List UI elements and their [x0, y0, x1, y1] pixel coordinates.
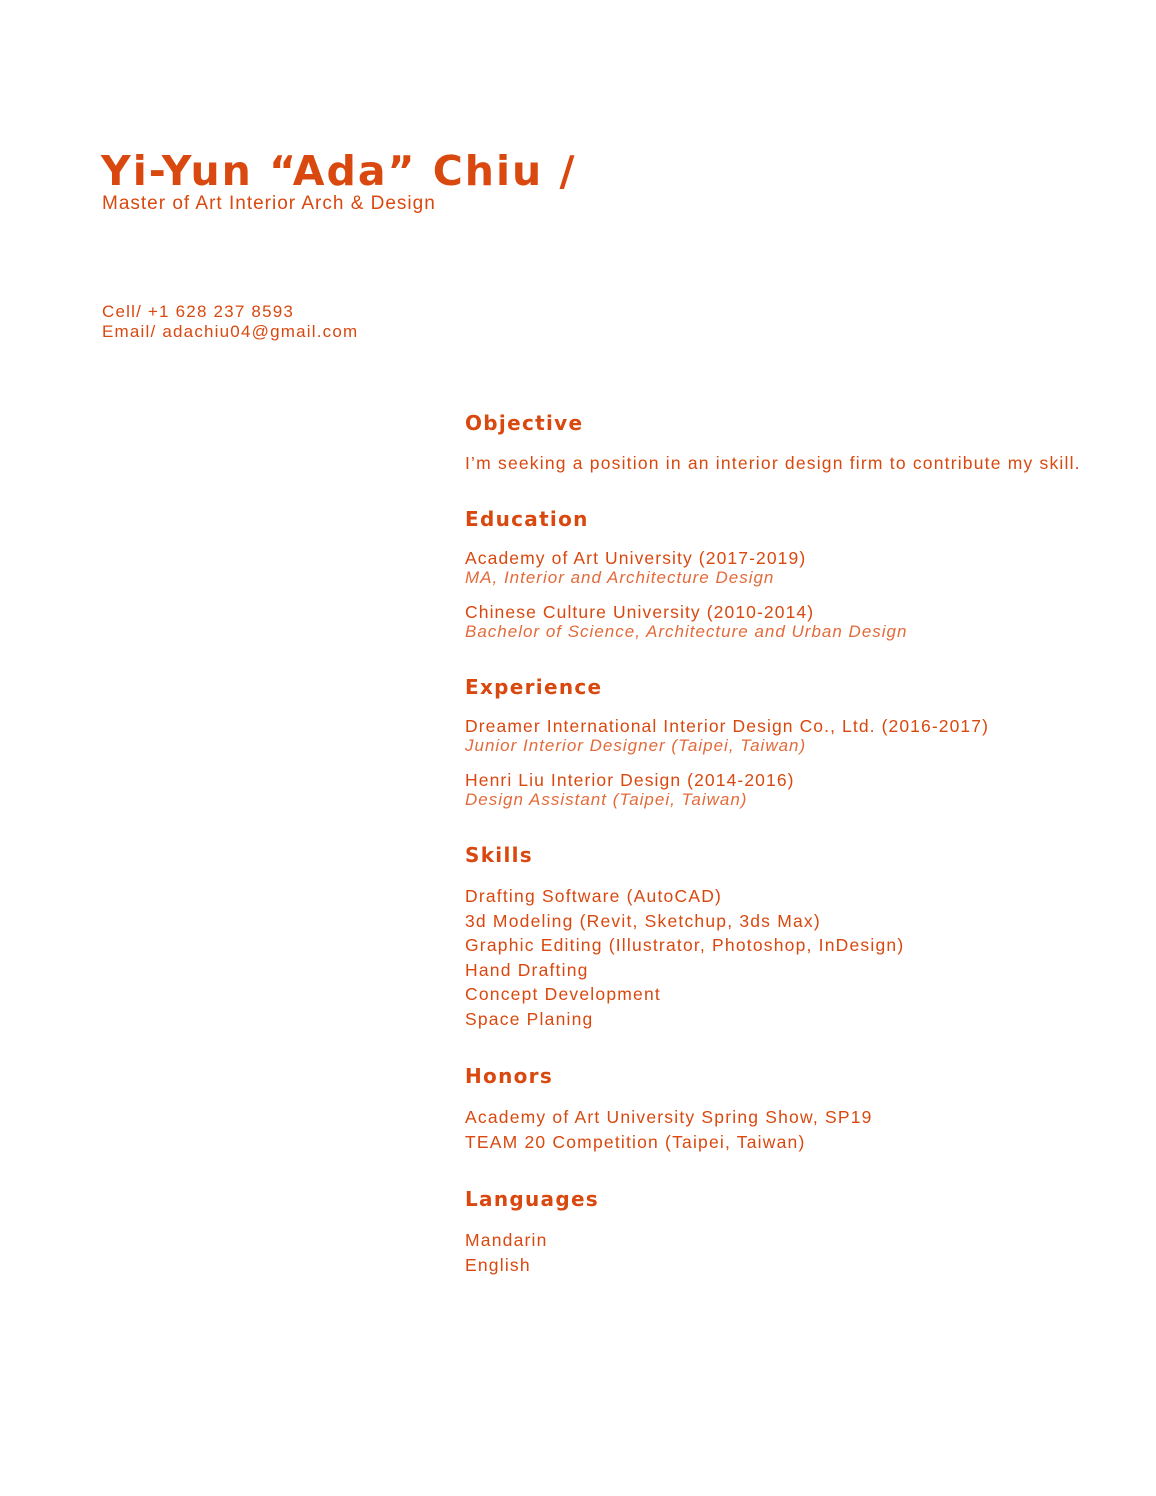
resume-main-column [465, 408, 1105, 1307]
languages-section [465, 1184, 1105, 1277]
honor-item: Academy of Art University Spring Show, SP19 [465, 1107, 873, 1127]
language-item: English [465, 1254, 531, 1275]
education-entry-title: Academy of Art University (2017-2019) [465, 548, 807, 568]
skills-heading: Skills [465, 843, 533, 867]
honors-list [465, 1105, 1105, 1154]
education-entry [465, 548, 1105, 588]
resume-name: Yi-Yun “Ada” Chiu / [101, 147, 577, 195]
skills-list [465, 884, 1105, 1031]
languages-list [465, 1228, 1105, 1277]
honor-item: TEAM 20 Competition (Taipei, Taiwan) [465, 1131, 806, 1152]
skill-item: Graphic Editing (Illustrator, Photoshop, InDesign) [465, 935, 905, 955]
contact-block [102, 302, 358, 342]
language-item: Mandarin [465, 1230, 548, 1250]
experience-entry-title: Dreamer International Interior Design Co., Ltd. (2016-2017) [465, 716, 990, 736]
contact-email: Email/ adachiu04@gmail.com [102, 322, 359, 341]
experience-section [465, 672, 1105, 810]
experience-entry-role: Design Assistant (Taipei, Taiwan) [465, 790, 748, 809]
education-section [465, 504, 1105, 642]
objective-heading: Objective [465, 411, 584, 435]
skill-item: Drafting Software (AutoCAD) [465, 886, 723, 906]
education-heading: Education [465, 507, 589, 531]
education-entry [465, 602, 1105, 642]
resume-subtitle: Master of Art Interior Arch & Design [102, 193, 436, 214]
experience-entry-role: Junior Interior Designer (Taipei, Taiwan) [465, 736, 807, 755]
skill-item: Space Planing [465, 1008, 594, 1029]
education-entry-degree: Bachelor of Science, Architecture and Urban Design [465, 622, 908, 641]
experience-entry-title: Henri Liu Interior Design (2014-2016) [465, 770, 795, 790]
objective-section [465, 408, 1105, 474]
skill-item: 3d Modeling (Revit, Sketchup, 3ds Max) [465, 910, 821, 931]
skill-item: Hand Drafting [465, 959, 589, 980]
education-entry-degree: MA, Interior and Architecture Design [465, 568, 775, 587]
skills-section [465, 840, 1105, 1031]
skill-item: Concept Development [465, 984, 661, 1004]
experience-heading: Experience [465, 675, 603, 699]
experience-entry [465, 716, 1105, 756]
languages-heading: Languages [465, 1187, 600, 1211]
contact-cell: Cell/ +1 628 237 8593 [102, 302, 295, 321]
honors-section [465, 1061, 1105, 1154]
education-entry-title: Chinese Culture University (2010-2014) [465, 602, 815, 622]
honors-heading: Honors [465, 1064, 554, 1088]
experience-entry [465, 770, 1105, 810]
objective-text: I’m seeking a position in an interior design firm to contribute my skill. [465, 453, 1081, 473]
